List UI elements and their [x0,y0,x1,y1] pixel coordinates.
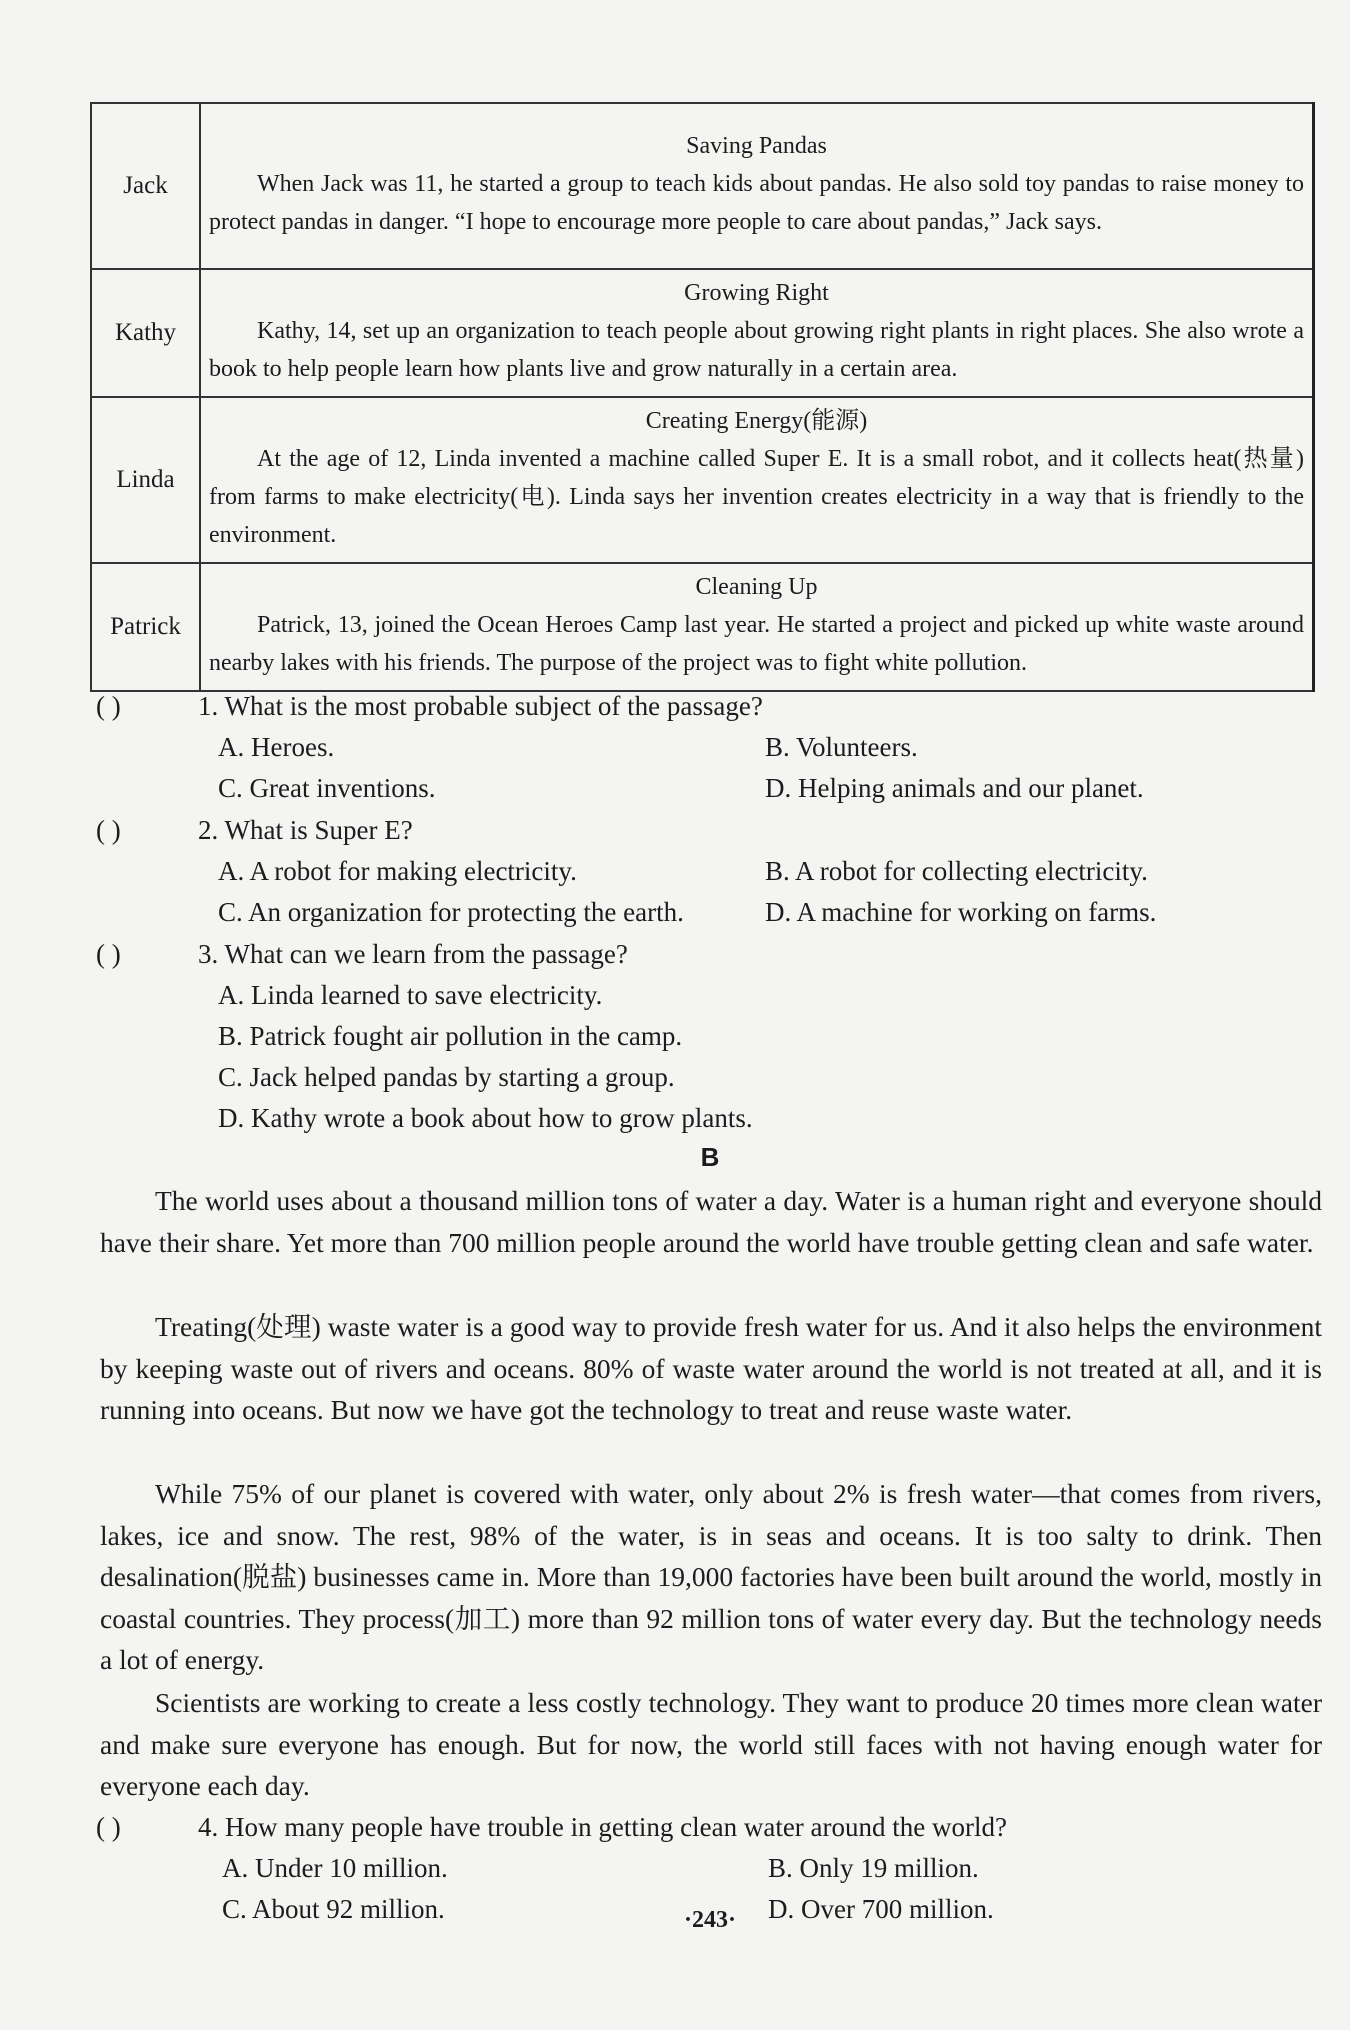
row-content [200,563,1314,691]
row-content [200,103,1314,269]
row-title: Cleaning Up [695,574,818,600]
option-d: D. Over 700 million. [768,1894,994,1924]
row-name: Jack [91,103,200,269]
option-b: B. A robot for collecting electricity. [765,856,1148,886]
table-row [91,103,1314,269]
option-d: D. A machine for working on farms. [765,897,1157,927]
passage-paragraph: Treating(处理) waste water is a good way to provide fresh water for us. And it also helps the environment by keeping waste out of rivers and oceans. 80% of waste water around the world is not treated at all, and it is running into oceans. But now we have got the technology to treat and reuse waste water. [100,1311,1322,1425]
option-b: B. Only 19 million. [768,1853,979,1883]
option-c: C. Great inventions. [218,773,436,803]
table-row [91,269,1314,397]
row-body: Kathy, 14, set up an organization to teach people about growing right plants in right places. She also wrote a book to help people learn how plants live and grow naturally in a certain area. [209,318,1304,382]
section-heading: B [700,1142,720,1172]
question-stem: 3. What can we learn from the passage? [198,939,628,969]
option-a: A. A robot for making electricity. [218,856,577,886]
option-c: C. About 92 million. [222,1894,445,1924]
row-name: Linda [91,397,200,563]
answer-blank[interactable]: ( ) [96,691,121,721]
volunteers-table [90,102,1315,692]
row-title: Saving Pandas [686,133,827,159]
question-stem: 1. What is the most probable subject of the passage? [198,691,763,721]
row-body: Patrick, 13, joined the Ocean Heroes Camp last year. He started a project and picked up white waste around nearby lakes with his friends. The purpose of the project was to fight white pollution. [209,612,1304,676]
row-content [200,269,1314,397]
question-2 [96,810,1326,850]
row-name: Patrick [91,563,200,691]
question-4 [96,1807,1326,1847]
option-b: B. Volunteers. [765,732,918,762]
table-row [91,397,1314,563]
question-3 [96,934,1326,974]
passage-paragraph: Scientists are working to create a less costly technology. They want to produce 20 times more clean water and make sure everyone has enough. But for now, the world still faces with not having enough water for everyone each day. [100,1687,1322,1801]
option-a: A. Linda learned to save electricity. [218,980,603,1010]
row-content [200,397,1314,563]
table-row [91,563,1314,691]
row-title: Growing Right [684,280,829,306]
option-d: D. Helping animals and our planet. [765,773,1144,803]
answer-blank[interactable]: ( ) [96,815,121,845]
page-number: ·243· [683,1907,736,1933]
option-c: C. An organization for protecting the earth. [218,897,684,927]
option-b: B. Patrick fought air pollution in the camp. [218,1021,683,1051]
option-c: C. Jack helped pandas by starting a group. [218,1062,675,1092]
row-body: At the age of 12, Linda invented a machine called Super E. It is a small robot, and it collects heat(热量) from farms to make electricity(电). Linda says her invention creates electricity in a way that is friendly to the environment. [209,446,1304,548]
option-d: D. Kathy wrote a book about how to grow plants. [218,1103,753,1133]
answer-blank[interactable]: ( ) [96,939,121,969]
passage-paragraph: While 75% of our planet is covered with water, only about 2% is fresh water—that comes from rivers, lakes, ice and snow. The rest, 98% of the water, is in seas and oceans. It is too salty to drink. Then desalination(脱盐) businesses came in. More than 19,000 factories have been built around the world, mostly in coastal countries. They process(加工) more than 92 million tons of water every day. But the technology needs a lot of energy. [100,1478,1322,1675]
row-name: Kathy [91,269,200,397]
row-title: Creating Energy(能源) [645,408,868,434]
option-a: A. Under 10 million. [222,1853,448,1883]
passage-paragraph: The world uses about a thousand million tons of water a day. Water is a human right and everyone should have their share. Yet more than 700 million people around the world have trouble getting clean and safe water. [100,1185,1322,1258]
answer-blank[interactable]: ( ) [96,1812,121,1842]
option-a: A. Heroes. [218,732,335,762]
row-body: When Jack was 11, he started a group to teach kids about pandas. He also sold toy pandas to raise money to protect pandas in danger. “I hope to encourage more people to care about pandas,” Jack says. [209,171,1304,235]
question-1 [96,686,1326,726]
question-stem: 2. What is Super E? [198,815,413,845]
question-stem: 4. How many people have trouble in getting clean water around the world? [198,1812,1007,1842]
